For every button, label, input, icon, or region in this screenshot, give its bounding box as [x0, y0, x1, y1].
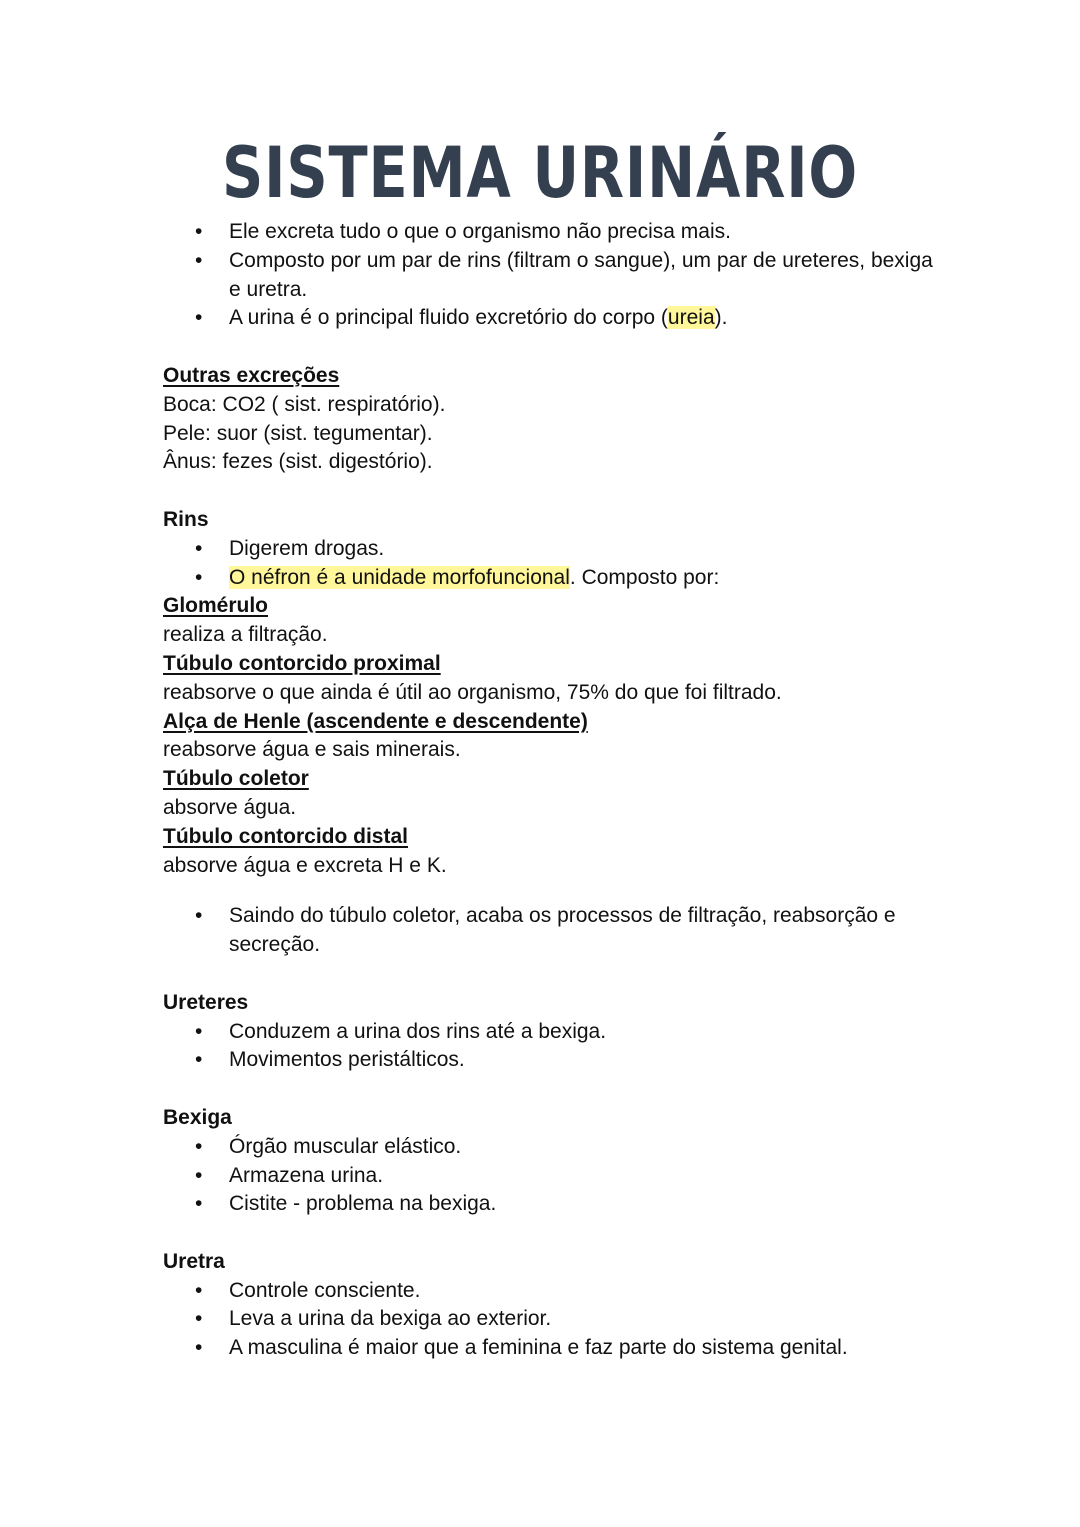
- section-heading: Outras excreções: [163, 363, 340, 387]
- list-item: • Conduzem a urina dos rins até a bexiga.: [163, 1018, 943, 1047]
- section-outras-excrecoes: [163, 362, 943, 477]
- text: ).: [714, 306, 728, 330]
- text-line: Pele: suor (sist. tegumentar).: [163, 421, 433, 445]
- part-heading-tubulo-proximal: Túbulo contorcido proximal: [163, 651, 441, 675]
- intro-list: [163, 218, 943, 333]
- part-heading-alca-de-henle: Alça de Henle (ascendente e descendente): [163, 709, 588, 733]
- part-heading-tubulo-distal: Túbulo contorcido distal: [163, 824, 408, 848]
- section-heading: Bexiga: [163, 1105, 232, 1129]
- list-item: • Composto por um par de rins (filtram o sangue), um par de ureteres, bexiga e uretra.: [163, 247, 943, 305]
- list-item: • Armazena urina.: [163, 1162, 943, 1191]
- list-item: • Cistite - problema na bexiga.: [163, 1190, 943, 1219]
- list-item: • Movimentos peristálticos.: [163, 1046, 943, 1075]
- part-heading-glomerulo: Glomérulo: [163, 594, 269, 618]
- section-uretra: [163, 1248, 943, 1363]
- list-item: • Saindo do túbulo coletor, acaba os processos de filtração, reabsorção e secreção.: [163, 902, 943, 960]
- page-title: SISTEMA URINÁRIO: [221, 132, 859, 214]
- list-item: [163, 304, 943, 333]
- part-description: reabsorve água e sais minerais.: [163, 738, 461, 762]
- section-ureteres: [163, 989, 943, 1075]
- highlighted-text: ureia: [667, 306, 715, 330]
- part-heading-tubulo-coletor: Túbulo coletor: [163, 767, 309, 791]
- part-description: absorve água e excreta H e K.: [163, 853, 447, 877]
- list-item: • Leva a urina da bexiga ao exterior.: [163, 1305, 943, 1334]
- section-heading: Ureteres: [163, 990, 249, 1014]
- list-item: • Órgão muscular elástico.: [163, 1133, 943, 1162]
- part-description: absorve água.: [163, 795, 297, 819]
- text-line: Ânus: fezes (sist. digestório).: [163, 450, 433, 474]
- text: A urina é o principal fluido excretório do corpo (: [229, 306, 668, 330]
- text-line: Boca: CO2 ( sist. respiratório).: [163, 392, 446, 416]
- list-item: • Controle consciente.: [163, 1277, 943, 1306]
- highlighted-text: O néfron é a unidade morfofuncional: [229, 565, 570, 589]
- part-description: reabsorve o que ainda é útil ao organismo, 75% do que foi filtrado.: [163, 680, 782, 704]
- section-heading: Rins: [163, 507, 209, 531]
- list-item: • A masculina é maior que a feminina e faz parte do sistema genital.: [163, 1334, 943, 1363]
- section-rins: [163, 506, 943, 960]
- list-item: [163, 564, 943, 593]
- part-description: realiza a filtração.: [163, 623, 328, 647]
- list-item: • Ele excreta tudo o que o organismo não precisa mais.: [163, 218, 943, 247]
- document-body: [163, 218, 943, 1363]
- section-heading: Uretra: [163, 1249, 225, 1273]
- list-item: • Digerem drogas.: [163, 535, 943, 564]
- text: . Composto por:: [569, 565, 720, 589]
- section-bexiga: [163, 1104, 943, 1219]
